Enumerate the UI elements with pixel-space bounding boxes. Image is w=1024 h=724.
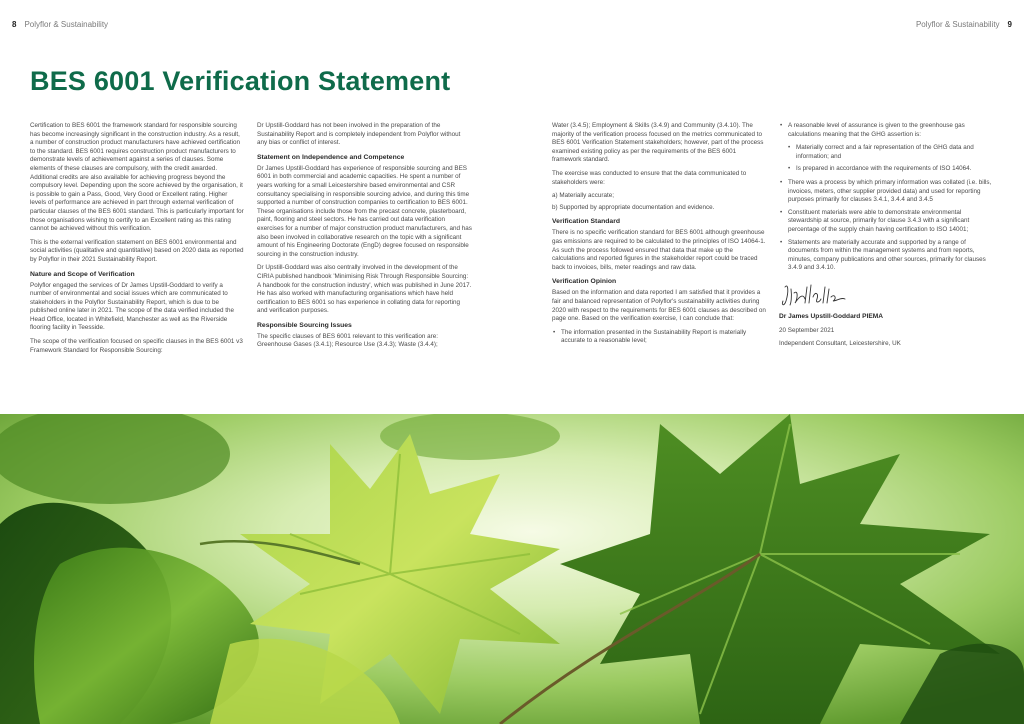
paragraph: There is no specific verification standard for BES 6001 although greenhouse gas emissions are required to be calculated to the principles of ISO 14064-1. As such the process followed ensured that data that make up the calculations and reported figures in the stakeholder report could be traced back to invoices, bills, meter readings and raw data. (552, 229, 766, 271)
paragraph: The scope of the verification focused on specific clauses in the BES 6001 v3 Framework Standard for Responsible Sourcing: (30, 338, 243, 354)
page-header-right (916, 20, 1012, 29)
list-item: • There was a process by which primary information was collated (i.e. bills, invoices, meters, other supplier provided data) and used for reporting purposes primarily for clauses 3.4.1, 3.4.4 and 3.4.5 (779, 179, 994, 205)
list-item: • The information presented in the Sustainability Report is materially accurate to a reasonable level; (552, 329, 767, 346)
text-column-1 (30, 122, 245, 360)
paragraph: This is the external verification statement on BES 6001 environmental and social activities (qualitative and quantitative) based on 2020 data as reported by Polyflor in their 2021 Sustainability Report. (30, 238, 244, 263)
paragraph: Dr Upstill-Goddard was also centrally involved in the development of the CIRIA published handbook 'Minimising Risk Through Responsible Sourcing: A handbook for the construction industry', which was published in June 2017. He has also worked with manufacturing organisations which have held certification to BES 6001 so has experience in collating data for reporting and verification purposes. (257, 264, 472, 315)
paragraph: Based on the information and data reported I am satisfied that it provides a fair and balanced representation of Polyflor's sustainability activities during 2020 with respect to the requirements for BES 6001 clauses as described on page one. Based on the verification exercise, I can conclude that: (552, 289, 766, 323)
paragraph: The exercise was conducted to ensure that the data communicated to stakeholders were: (552, 169, 747, 186)
paragraph: Polyflor engaged the services of Dr James Upstill-Goddard to verify a number of environmental and social issues which are communicated to stakeholders in the Polyflor Sustainability Report, which is due to be published online later in 2021. The scope of the data verified included the Head Office, located in Whitefield, Manchester as well as the Riverside flooring facility in Teesside. (30, 281, 234, 332)
list-item: • Constituent materials were able to demonstrate environmental stewardship at source, primarily for clause 3.4.3 with a significant percentage of the supply chain having certification to ISO 14001; (779, 209, 994, 235)
section-heading-independence: Statement on Independence and Competence (257, 153, 405, 161)
signed-date: 20 September 2021 (779, 326, 835, 334)
page-number-left: 8 (12, 20, 17, 29)
text-column-4 (779, 122, 994, 354)
list-item: • A reasonable level of assurance is given to the greenhouse gas calculations meaning that the GHG assertion is: (779, 122, 994, 139)
signer-role: Independent Consultant, Leicestershire, UK (779, 340, 901, 348)
text-column-3 (552, 122, 767, 351)
paragraph: The specific clauses of BES 6001 relevant to this verification are: Greenhouse Gases (3.4.1); Resource Use (3.4.3); Waste (3.4.4); (257, 332, 438, 349)
leaf-photo (0, 414, 1024, 724)
bullet-list (552, 329, 767, 346)
paragraph: Certification to BES 6001 the framework standard for responsible sourcing has become increasingly significant in the construction industry. As a result, a number of construction product manufacturers have achieved certification to the standard. BES 6001 requires construction product manufacturers to demonstrate levels of achievement against a series of clauses. Some elements of these clauses are compulsory, with the credit awarded. Additional credits are also available for achieving progress beyond the compulsory level. Depending upon the score achieved by the organisation, it is possible to gain a Pass, Good, Very Good or Excellent rating. Higher levels of performance are achieved in part through external verification of particular clauses of the BES 6001 standard. This is particularly important for those organisations wishing to certify to an Excellent rating as this rating cannot be achieved without this verification. (30, 122, 244, 233)
bullet-list (779, 179, 994, 273)
header-publication-title-left: Polyflor & Sustainability (24, 20, 109, 29)
page-header-left (12, 20, 108, 29)
paragraph: b) Supported by appropriate documentation and evidence. (552, 203, 715, 211)
bullet-list (779, 122, 994, 139)
list-item: • Is prepared in accordance with the requirements of ISO 14064. (787, 165, 994, 174)
paragraph: Dr James Upstill-Goddard has experience of responsible sourcing and BES 6001 in both commercial and academic capacities. He spent a number of years working for a small Leicestershire based environmental and CSR consultancy specialising in responsible sourcing advice, and during this time supported a number of construction companies to certification to BES 6001. These organisations include those from the precast concrete, plasterboard, paint, flooring and steel sectors. He has carried out data verification exercises for a number of major construction product manufacturers, and has also been involved in collaborative research on the topic with a significant amount of his Engineering Doctorate (EngD) degree focused on responsible sourcing in the construction industry. (257, 164, 472, 258)
paragraph: a) Materially accurate; (552, 192, 614, 200)
paragraph: Water (3.4.5); Employment & Skills (3.4.9) and Community (3.4.10). The majority of the verification process focused on the metrics communicated to BES 6001 Verification Statement stakeholders; however, part of the process examined existing policy as per the requirements of the BES 6001 framework standard. (552, 122, 764, 164)
section-heading-scope: Nature and Scope of Verification (30, 270, 135, 278)
sub-bullet-list (779, 144, 994, 174)
section-heading-sourcing-issues: Responsible Sourcing Issues (257, 321, 352, 329)
text-column-2 (257, 122, 472, 355)
handwritten-signature (779, 281, 869, 311)
page-number-right: 9 (1007, 20, 1012, 29)
list-item: • Statements are materially accurate and supported by a range of documents from within the management systems and from reports, minutes, company publications and other sources, primarily for clauses 3.4.9 and 3.4.10. (779, 239, 994, 273)
list-item: • Materially correct and a fair representation of the GHG data and information; and (787, 144, 994, 161)
page-title: BES 6001 Verification Statement (30, 66, 451, 96)
section-heading-verification-standard: Verification Standard (552, 218, 620, 226)
header-publication-title-right: Polyflor & Sustainability (915, 20, 1000, 29)
section-heading-verification-opinion: Verification Opinion (552, 278, 617, 286)
paragraph: Dr Upstill-Goddard has not been involved in the preparation of the Sustainability Report and is completely independent from Polyflor without any bias or conflict of interest. (257, 122, 461, 147)
signer-name: Dr James Upstill-Goddard PIEMA (779, 312, 884, 320)
